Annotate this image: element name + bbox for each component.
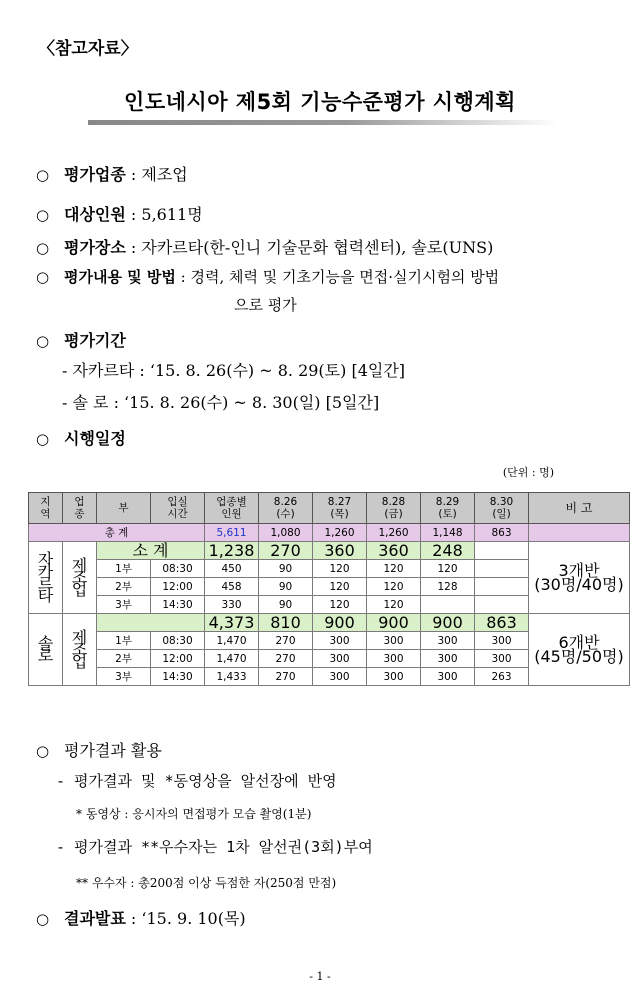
subtotal-cell: 1,238 bbox=[205, 542, 259, 560]
item-schedule: ○ 시행일정 bbox=[36, 429, 126, 448]
day-cell: 120 bbox=[313, 596, 367, 614]
total-cell: 1,148 bbox=[421, 524, 475, 542]
day-cell: 300 bbox=[313, 632, 367, 650]
header-cell: 업 종 bbox=[63, 493, 97, 524]
day-cell: 300 bbox=[367, 650, 421, 668]
day-cell: 300 bbox=[421, 632, 475, 650]
day-cell bbox=[421, 596, 475, 614]
people-cell: 1,470 bbox=[205, 632, 259, 650]
total-people: 5,611 bbox=[205, 524, 259, 542]
item-method: ○ 평가내용 및 방법 : 경력, 체력 및 기초기능을 면접·실기시험의 방법 bbox=[36, 268, 500, 286]
solo-subtotal-row bbox=[29, 614, 630, 632]
header-cell: 8.29 (토) bbox=[421, 493, 475, 524]
subtotal-cell: 810 bbox=[259, 614, 313, 632]
time-cell: 14:30 bbox=[151, 668, 205, 686]
results-line-2: - 평가결과 **우수자는 1차 알선권(3회)부여 bbox=[56, 838, 373, 856]
day-cell: 120 bbox=[313, 578, 367, 596]
subtotal-cell bbox=[475, 542, 529, 560]
header-cell: 부 bbox=[97, 493, 151, 524]
total-cell: 1,260 bbox=[313, 524, 367, 542]
header-cell: 업종별 인원 bbox=[205, 493, 259, 524]
day-cell: 128 bbox=[421, 578, 475, 596]
subtotal-label bbox=[97, 614, 205, 632]
people-cell: 458 bbox=[205, 578, 259, 596]
bullet-circle: ○ bbox=[36, 430, 50, 448]
people-cell: 450 bbox=[205, 560, 259, 578]
item-target: ○ 대상인원 : 5,611명 bbox=[36, 205, 203, 224]
day-cell: 300 bbox=[313, 668, 367, 686]
results-line-1: - 평가결과 및 *동영상을 알선장에 반영 bbox=[56, 772, 337, 790]
people-cell: 330 bbox=[205, 596, 259, 614]
region-solo: 솔 로 bbox=[29, 614, 63, 686]
header-cell: 8.28 (금) bbox=[367, 493, 421, 524]
header-cell: 8.26 (수) bbox=[259, 493, 313, 524]
subtotal-cell: 900 bbox=[313, 614, 367, 632]
total-row bbox=[29, 524, 630, 542]
subtotal-cell: 900 bbox=[367, 614, 421, 632]
subtotal-cell: 863 bbox=[475, 614, 529, 632]
jakarta-subtotal-row bbox=[29, 542, 630, 560]
bullet-circle: ○ bbox=[36, 239, 50, 257]
time-cell: 08:30 bbox=[151, 560, 205, 578]
results-note-2: ** 우수자 : 총200점 이상 득점한 자(250점 만점) bbox=[76, 876, 337, 890]
header-cell: 입실 시간 bbox=[151, 493, 205, 524]
time-cell: 08:30 bbox=[151, 632, 205, 650]
header-cell: 지 역 bbox=[29, 493, 63, 524]
subtotal-cell: 360 bbox=[367, 542, 421, 560]
item-method-cont: 으로 평가 bbox=[234, 296, 297, 314]
subtotal-cell: 360 bbox=[313, 542, 367, 560]
remark-solo: 6개반 (45명/50명) bbox=[529, 614, 630, 686]
day-cell: 270 bbox=[259, 668, 313, 686]
total-label: 총 계 bbox=[29, 524, 205, 542]
time-cell: 14:30 bbox=[151, 596, 205, 614]
day-cell: 300 bbox=[475, 632, 529, 650]
part-cell: 2부 bbox=[97, 578, 151, 596]
page-number: - 1 - bbox=[309, 970, 331, 983]
reference-label: 〈참고자료〉 bbox=[38, 39, 138, 59]
table-header-row bbox=[29, 493, 630, 524]
day-cell: 300 bbox=[421, 668, 475, 686]
header-cell: 8.30 (일) bbox=[475, 493, 529, 524]
period-solo: - 솔 로 : ‘15. 8. 26(수) ~ 8. 30(일) [5일간] bbox=[62, 393, 380, 412]
page-title: 인도네시아 제5회 기능수준평가 시행계획 bbox=[124, 90, 516, 114]
item-announce: ○ 결과발표 : ‘15. 9. 10(목) bbox=[36, 909, 246, 928]
subtotal-cell: 4,373 bbox=[205, 614, 259, 632]
subtotal-cell: 900 bbox=[421, 614, 475, 632]
industry-jakarta: 제 조 업 bbox=[63, 542, 97, 614]
bullet-circle: ○ bbox=[36, 910, 50, 928]
day-cell: 300 bbox=[367, 668, 421, 686]
day-cell: 120 bbox=[367, 560, 421, 578]
day-cell: 120 bbox=[313, 560, 367, 578]
day-cell: 90 bbox=[259, 596, 313, 614]
schedule-table bbox=[28, 492, 630, 686]
part-cell: 1부 bbox=[97, 632, 151, 650]
people-cell: 1,433 bbox=[205, 668, 259, 686]
day-cell: 300 bbox=[367, 632, 421, 650]
day-cell: 300 bbox=[313, 650, 367, 668]
item-place: ○ 평가장소 : 자카르타(한-인니 기술문화 협력센터), 솔로(UNS) bbox=[36, 238, 494, 257]
time-cell: 12:00 bbox=[151, 578, 205, 596]
day-cell: 270 bbox=[259, 650, 313, 668]
period-jakarta: - 자카르타 : ‘15. 8. 26(수) ~ 8. 29(토) [4일간] bbox=[62, 361, 406, 380]
total-cell: 1,260 bbox=[367, 524, 421, 542]
total-cell: 863 bbox=[475, 524, 529, 542]
day-cell: 120 bbox=[367, 596, 421, 614]
time-cell: 12:00 bbox=[151, 650, 205, 668]
region-jakarta: 자 카 르 타 bbox=[29, 542, 63, 614]
industry-solo: 제 조 업 bbox=[63, 614, 97, 686]
title-underline bbox=[88, 120, 558, 125]
day-cell: 120 bbox=[367, 578, 421, 596]
day-cell: 120 bbox=[421, 560, 475, 578]
header-cell: 8.27 (목) bbox=[313, 493, 367, 524]
bullet-circle: ○ bbox=[36, 206, 50, 224]
day-cell bbox=[475, 578, 529, 596]
bullet-circle: ○ bbox=[36, 268, 50, 286]
day-cell: 90 bbox=[259, 560, 313, 578]
results-note-1: * 동영상 : 응시자의 면접평가 모습 촬영(1분) bbox=[76, 807, 312, 821]
total-cell: 1,080 bbox=[259, 524, 313, 542]
part-cell: 3부 bbox=[97, 668, 151, 686]
day-cell: 270 bbox=[259, 632, 313, 650]
bullet-circle: ○ bbox=[36, 332, 50, 350]
bullet-circle: ○ bbox=[36, 742, 50, 760]
subtotal-label: 소 계 bbox=[97, 542, 205, 560]
remark-jakarta: 3개반 (30명/40명) bbox=[529, 542, 630, 614]
part-cell: 3부 bbox=[97, 596, 151, 614]
results-heading: ○ 평가결과 활용 bbox=[36, 741, 162, 760]
day-cell: 300 bbox=[475, 650, 529, 668]
total-remark bbox=[529, 524, 630, 542]
day-cell bbox=[475, 560, 529, 578]
header-cell: 비 고 bbox=[529, 493, 630, 524]
subtotal-cell: 270 bbox=[259, 542, 313, 560]
day-cell bbox=[475, 596, 529, 614]
day-cell: 90 bbox=[259, 578, 313, 596]
part-cell: 1부 bbox=[97, 560, 151, 578]
people-cell: 1,470 bbox=[205, 650, 259, 668]
item-category: ○ 평가업종 : 제조업 bbox=[36, 165, 188, 184]
day-cell: 300 bbox=[421, 650, 475, 668]
day-cell: 263 bbox=[475, 668, 529, 686]
subtotal-cell: 248 bbox=[421, 542, 475, 560]
bullet-circle: ○ bbox=[36, 166, 50, 184]
unit-note: (단위 : 명) bbox=[502, 466, 554, 479]
item-period: ○ 평가기간 bbox=[36, 331, 126, 350]
part-cell: 2부 bbox=[97, 650, 151, 668]
